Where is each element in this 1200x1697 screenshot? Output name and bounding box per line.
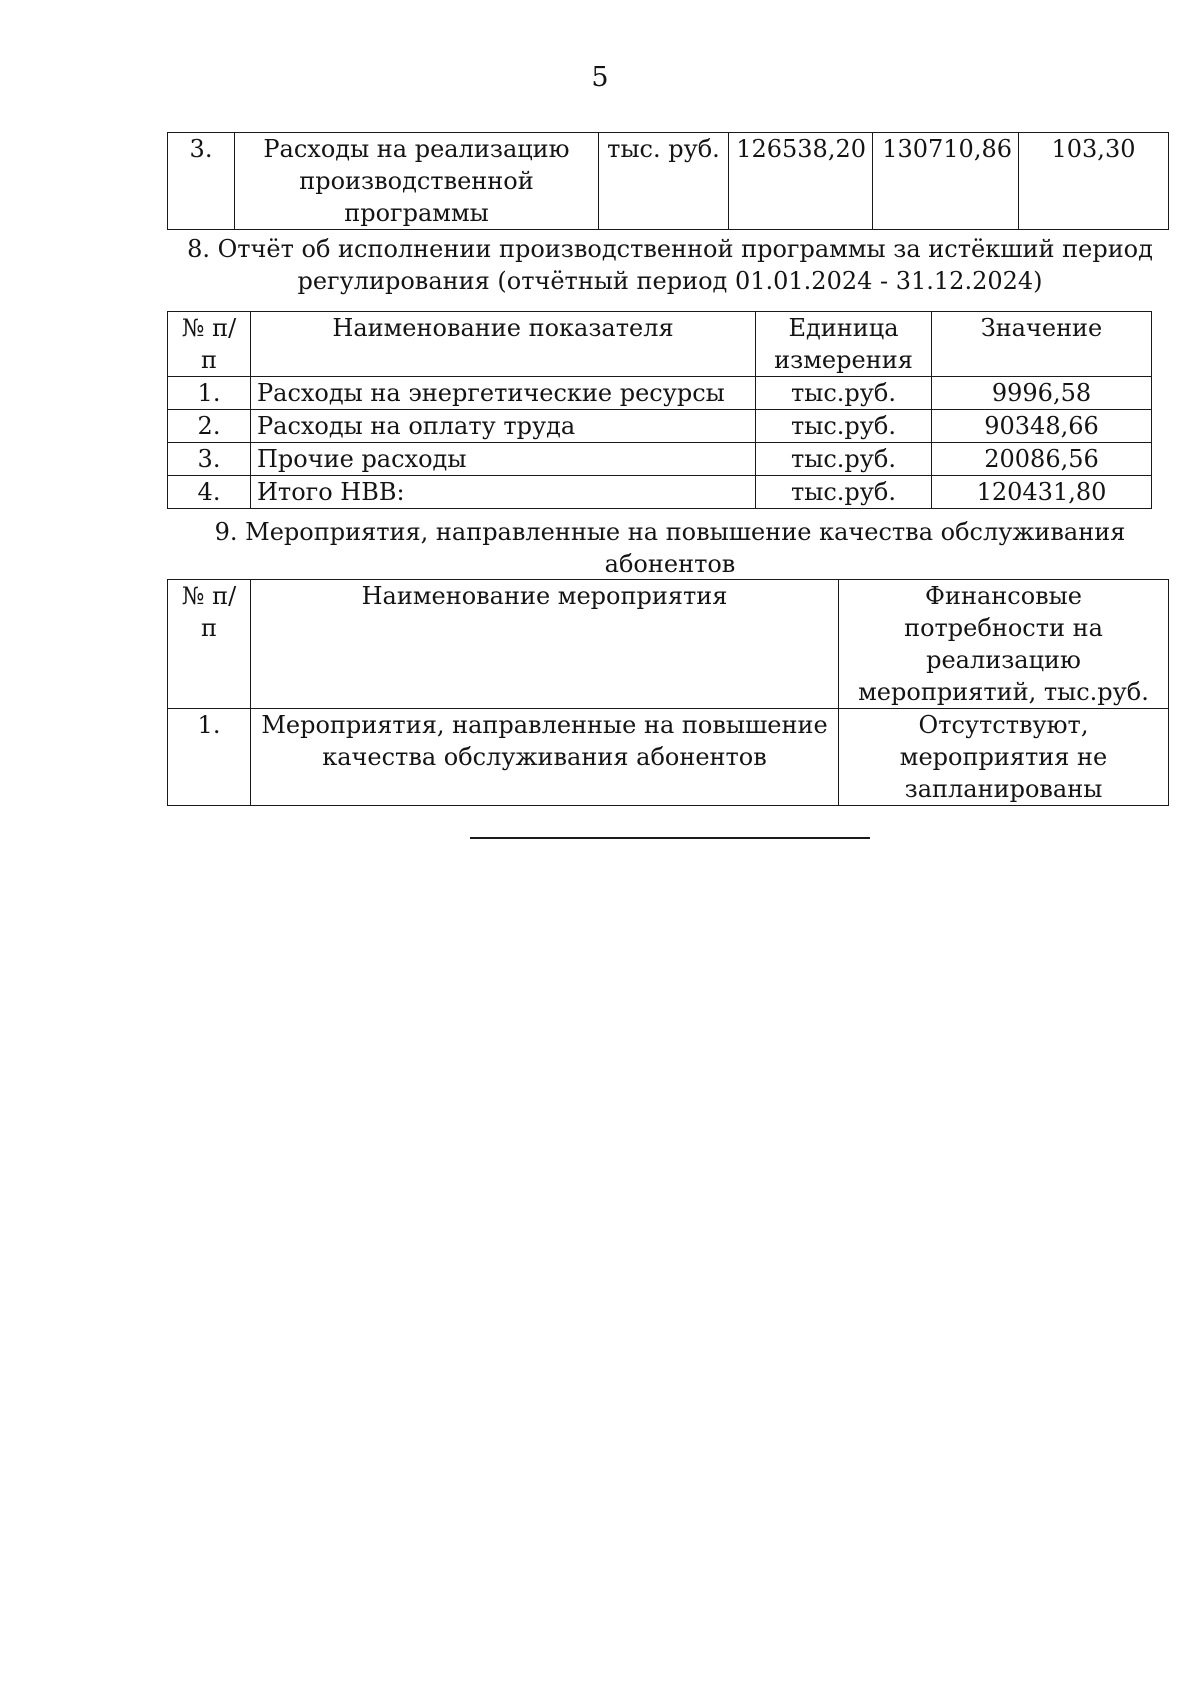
report-table <box>167 311 1152 509</box>
table-header-row <box>168 580 1169 709</box>
row-unit: тыс. руб. <box>599 133 729 230</box>
header-unit: Единица измерения <box>756 312 932 377</box>
table-row <box>168 709 1169 806</box>
row-number: 1. <box>168 709 251 806</box>
row-value: 90348,66 <box>932 410 1152 443</box>
row-name: Расходы на энергетические ресурсы <box>251 377 756 410</box>
row-value: 9996,58 <box>932 377 1152 410</box>
row-unit: тыс.руб. <box>756 476 932 509</box>
row-value: 20086,56 <box>932 443 1152 476</box>
row-number: 1. <box>168 377 251 410</box>
row-unit: тыс.руб. <box>756 443 932 476</box>
page-number: 5 <box>591 62 609 93</box>
row-value-2: 130710,86 <box>873 133 1019 230</box>
row-name: Прочие расходы <box>251 443 756 476</box>
header-num: № п/п <box>168 580 251 709</box>
row-value-3: 103,30 <box>1019 133 1169 230</box>
row-name: Мероприятия, направленные на повышение качества обслуживания абонентов <box>251 709 839 806</box>
table-header-row <box>168 312 1152 377</box>
previous-table <box>167 132 1169 230</box>
table-row <box>168 133 1169 230</box>
closing-divider <box>470 837 870 839</box>
measures-table <box>167 579 1169 806</box>
row-number: 3. <box>168 133 235 230</box>
section-9-heading: 9. Мероприятия, направленные на повышение качества обслуживания абонентов <box>214 518 1126 578</box>
row-name: Расходы на реализацию производственной программы <box>235 133 599 230</box>
section-8-heading: 8. Отчёт об исполнении производственной программы за истёкший период регулирования (отчётный период 01.01.2024 - 31.12.2024) <box>187 235 1153 295</box>
table-row <box>168 377 1152 410</box>
row-number: 3. <box>168 443 251 476</box>
row-value-1: 126538,20 <box>729 133 873 230</box>
header-name: Наименование показателя <box>251 312 756 377</box>
table-row <box>168 410 1152 443</box>
header-value: Значение <box>932 312 1152 377</box>
row-unit: тыс.руб. <box>756 410 932 443</box>
row-name: Расходы на оплату труда <box>251 410 756 443</box>
table-row <box>168 476 1152 509</box>
row-number: 4. <box>168 476 251 509</box>
header-num: № п/п <box>168 312 251 377</box>
header-finance: Финансовые потребности на реализацию мероприятий, тыс.руб. <box>839 580 1169 709</box>
table-row <box>168 443 1152 476</box>
row-name: Итого НВВ: <box>251 476 756 509</box>
row-unit: тыс.руб. <box>756 377 932 410</box>
header-name: Наименование мероприятия <box>251 580 839 709</box>
row-number: 2. <box>168 410 251 443</box>
row-value: 120431,80 <box>932 476 1152 509</box>
row-finance: Отсутствуют, мероприятия не запланированы <box>839 709 1169 806</box>
